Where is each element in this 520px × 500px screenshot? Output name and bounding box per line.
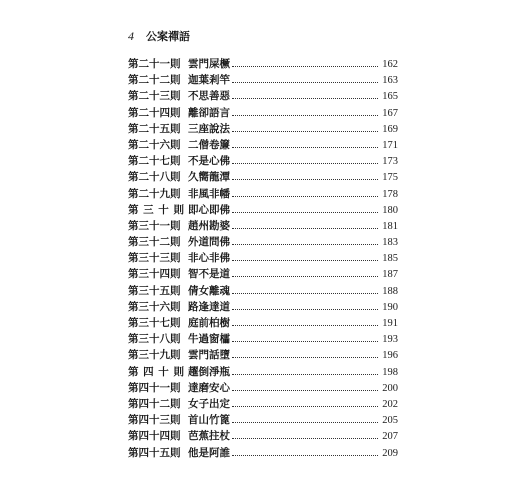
toc-rule-number: 第二十四則 — [128, 106, 181, 119]
dot-leader — [232, 276, 378, 277]
toc-page-number: 167 — [382, 107, 398, 119]
dot-leader — [232, 163, 378, 164]
dot-leader — [232, 325, 378, 326]
toc-page-number: 187 — [382, 269, 398, 281]
toc-title: 三座說法 — [188, 122, 230, 135]
toc-entry — [128, 266, 398, 282]
toc-entry — [128, 105, 398, 121]
toc-rule-number: 第四十三則 — [128, 414, 181, 427]
toc-title: 庭前柏樹 — [188, 317, 230, 329]
toc-page-number: 178 — [382, 188, 398, 200]
toc-rule-number: 第三十八則 — [128, 333, 181, 346]
toc-page-number: 181 — [382, 220, 398, 232]
toc-rule-number: 第三十四則 — [128, 268, 181, 281]
toc-rule-number: 第 四 十 則 — [128, 365, 185, 378]
toc-title: 首山竹篦 — [188, 414, 230, 427]
toc-rule-number: 第二十六則 — [128, 138, 181, 151]
toc-title: 久嚮龍潭 — [188, 171, 230, 184]
toc-entry — [128, 412, 398, 428]
dot-leader — [232, 131, 378, 132]
dot-leader — [232, 66, 378, 67]
toc-rule-number: 第二十七則 — [128, 155, 181, 168]
dot-leader — [232, 341, 378, 342]
dot-leader — [232, 82, 378, 83]
toc-page-number: 207 — [382, 431, 398, 443]
toc-title: 他是阿誰 — [188, 446, 230, 459]
toc-rule-number: 第四十二則 — [128, 397, 181, 410]
toc-page-number: 190 — [382, 301, 398, 313]
toc-title: 非心非佛 — [188, 252, 230, 265]
dot-leader — [232, 309, 378, 310]
toc-title: 二僧卷簾 — [188, 138, 230, 151]
dot-leader — [232, 244, 378, 245]
toc-entry — [128, 186, 398, 202]
toc-entry — [128, 250, 398, 266]
toc-page-number: 198 — [382, 366, 398, 378]
toc-page-number: 183 — [382, 237, 398, 249]
dot-leader — [232, 357, 378, 358]
toc-title: 不是心佛 — [188, 155, 230, 168]
toc-page-number: 205 — [382, 415, 398, 427]
toc-page-number: 171 — [382, 139, 398, 151]
toc-title: 芭蕉拄杖 — [188, 430, 230, 443]
dot-leader — [232, 228, 378, 229]
page-number: 4 — [128, 29, 134, 43]
toc-entry — [128, 283, 398, 299]
toc-title: 外道問佛 — [188, 236, 230, 249]
toc-page-number: 200 — [382, 382, 398, 394]
dot-leader — [232, 260, 378, 261]
toc-entry — [128, 202, 398, 218]
toc-page-number: 169 — [382, 123, 398, 135]
page-header — [128, 28, 190, 44]
toc-title: 非風非幡 — [188, 187, 230, 200]
toc-rule-number: 第二十八則 — [128, 171, 181, 184]
dot-leader — [232, 196, 378, 197]
toc-entry — [128, 121, 398, 137]
toc-page-number: 202 — [382, 398, 398, 410]
toc-title: 牛過窗櫺 — [188, 333, 230, 346]
toc-rule-number: 第三十五則 — [128, 284, 181, 297]
toc-rule-number: 第三十三則 — [128, 252, 181, 265]
toc-rule-number: 第三十一則 — [128, 219, 181, 232]
toc-entry — [128, 364, 398, 380]
toc-rule-number: 第二十一則 — [128, 58, 181, 70]
toc-rule-number: 第四十一則 — [128, 381, 181, 394]
toc-rule-number: 第四十四則 — [128, 430, 181, 443]
toc-entry — [128, 137, 398, 153]
book-title: 公案禪語 — [146, 30, 190, 43]
toc-page-number: 193 — [382, 334, 398, 346]
toc-entry — [128, 331, 398, 347]
toc-rule-number: 第 三 十 則 — [128, 203, 185, 216]
toc-title: 路逢達道 — [188, 300, 230, 313]
toc-entry — [128, 88, 398, 104]
toc-entry — [128, 153, 398, 169]
toc-title: 女子出定 — [188, 397, 230, 410]
toc-title: 離卻語言 — [188, 106, 230, 119]
toc-rule-number: 第三十九則 — [128, 349, 181, 362]
toc-entry — [128, 347, 398, 363]
toc-title: 即心即佛 — [188, 203, 230, 216]
dot-leader — [232, 293, 378, 294]
table-of-contents — [128, 56, 398, 461]
toc-page-number: 175 — [382, 172, 398, 184]
dot-leader — [232, 115, 378, 116]
dot-leader — [232, 390, 378, 391]
dot-leader — [232, 147, 378, 148]
toc-rule-number: 第二十三則 — [128, 90, 181, 103]
toc-page-number: 209 — [382, 447, 398, 459]
toc-title: 倩女離魂 — [188, 284, 230, 297]
toc-title: 達磨安心 — [188, 381, 230, 394]
dot-leader — [232, 406, 378, 407]
toc-entry — [128, 169, 398, 185]
toc-entry — [128, 428, 398, 444]
toc-page-number: 173 — [382, 156, 398, 168]
toc-entry — [128, 72, 398, 88]
toc-title: 迦葉剎竿 — [188, 74, 230, 87]
toc-page-number: 163 — [382, 75, 398, 87]
toc-rule-number: 第四十五則 — [128, 446, 181, 459]
dot-leader — [232, 438, 378, 439]
toc-page-number: 191 — [382, 318, 398, 329]
toc-title: 趙州勘婆 — [188, 219, 230, 232]
dot-leader — [232, 212, 378, 213]
toc-rule-number: 第三十七則 — [128, 317, 181, 329]
toc-title: 雲門話墮 — [188, 349, 230, 362]
toc-page-number: 165 — [382, 91, 398, 103]
toc-page-number: 188 — [382, 285, 398, 297]
toc-rule-number: 第三十二則 — [128, 236, 181, 249]
toc-title: 趯倒淨瓶 — [188, 365, 230, 378]
dot-leader — [232, 455, 378, 456]
toc-title: 雲門屎橛 — [188, 58, 230, 70]
toc-entry — [128, 380, 398, 396]
toc-entry — [128, 234, 398, 250]
toc-entry — [128, 445, 398, 461]
toc-page-number: 162 — [382, 59, 398, 70]
toc-entry — [128, 396, 398, 412]
toc-entry — [128, 299, 398, 315]
toc-page-number: 180 — [382, 204, 398, 216]
toc-title: 智不是道 — [188, 268, 230, 281]
dot-leader — [232, 374, 378, 375]
toc-page-number: 196 — [382, 350, 398, 362]
toc-entry — [128, 218, 398, 234]
toc-rule-number: 第二十五則 — [128, 122, 181, 135]
dot-leader — [232, 98, 378, 99]
toc-rule-number: 第二十二則 — [128, 74, 181, 87]
toc-entry — [128, 315, 398, 331]
toc-page-number: 185 — [382, 253, 398, 265]
dot-leader — [232, 179, 378, 180]
toc-rule-number: 第二十九則 — [128, 187, 181, 200]
toc-rule-number: 第三十六則 — [128, 300, 181, 313]
dot-leader — [232, 422, 378, 423]
toc-entry — [128, 56, 398, 72]
toc-title: 不思善惡 — [188, 90, 230, 103]
